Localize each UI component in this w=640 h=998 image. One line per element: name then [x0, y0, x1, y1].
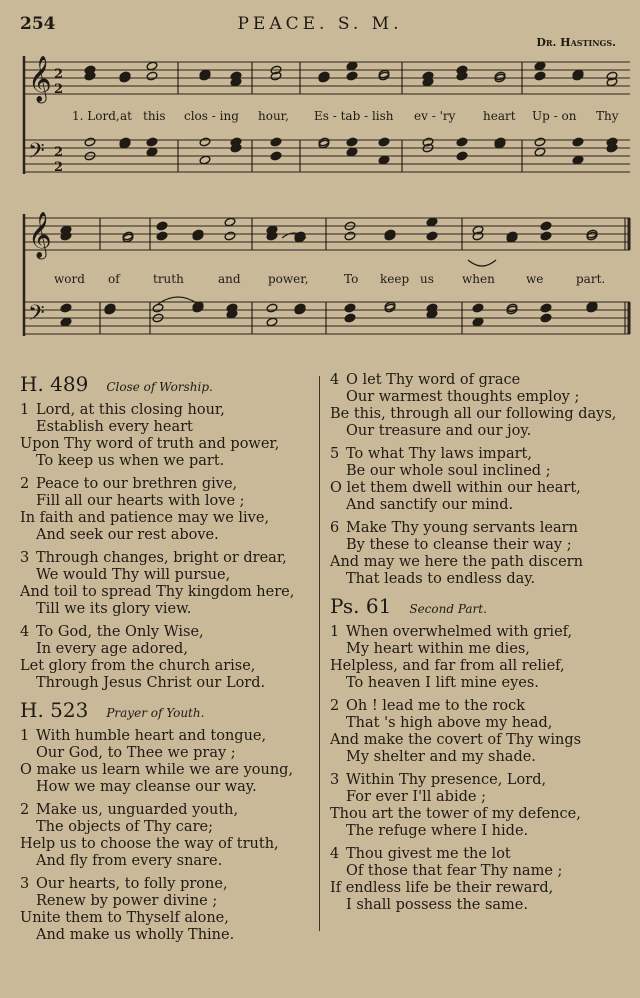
treble-note: [540, 221, 552, 231]
line-text: And may we here the path discern: [330, 554, 583, 570]
stanza-number: 2: [20, 476, 30, 492]
bass-note: [534, 147, 546, 157]
line-text: And fly from every snare.: [36, 853, 223, 869]
line-text: We would Thy will pursue,: [36, 567, 231, 583]
line-text: Helpless, and far from all relief,: [330, 658, 565, 674]
stanza-line: [330, 571, 630, 588]
line-text: Thou art the tower of my defence,: [330, 806, 581, 822]
stanza: [20, 802, 312, 870]
line-text: To keep us when we part.: [36, 453, 225, 469]
bass-note: [378, 137, 390, 147]
treble-note: [224, 217, 236, 227]
time-signature: 2: [54, 67, 64, 82]
lyric-syllable: truth: [153, 272, 184, 286]
line-text: O let them dwell within our heart,: [330, 480, 581, 496]
stanza-line: [20, 402, 312, 419]
bass-note: [199, 155, 211, 165]
treble-note: [344, 231, 356, 241]
bass-note: [572, 155, 584, 165]
stanza-line: [330, 554, 630, 571]
tune-title: PEACE. S. M.: [237, 14, 403, 34]
stanza-line: [20, 802, 312, 819]
lyric-syllable: 1. Lord,: [72, 109, 120, 123]
stanza-line: [330, 772, 630, 789]
hymn-heading: [330, 594, 630, 624]
stanza-line: [20, 675, 312, 692]
line-text: Renew by power divine ;: [36, 893, 218, 909]
bass-clef: 𝄢: [28, 139, 45, 169]
hymn-h523: [20, 698, 312, 944]
lyric-syllable: of: [108, 272, 120, 286]
line-text: O let Thy word of grace: [346, 372, 521, 388]
right-column: [330, 372, 630, 920]
line-text: My heart within me dies,: [346, 641, 530, 657]
stanza-line: [20, 527, 312, 544]
bass-note: [344, 303, 356, 313]
line-text: Unite them to Thyself alone,: [20, 910, 229, 926]
stanza-line: [330, 641, 630, 658]
lyric-syllable: keep: [380, 272, 410, 286]
line-text: Within Thy presence, Lord,: [346, 772, 547, 788]
stanza-number: 4: [330, 372, 340, 388]
bass-note: [199, 137, 211, 147]
stanza-line: [20, 601, 312, 618]
stanza-line: [330, 372, 630, 389]
stanza-line: [20, 436, 312, 453]
bass-note: [540, 303, 552, 313]
stanza-number: 4: [330, 846, 340, 862]
stanza-line: [20, 658, 312, 675]
lyric-syllable: power,: [268, 272, 309, 286]
stanza-line: [20, 728, 312, 745]
stanza: [330, 446, 630, 514]
stanza-line: [330, 880, 630, 897]
line-text: The refuge where I hide.: [346, 823, 529, 839]
hymn-h489: [20, 372, 312, 692]
bass-note: [146, 147, 158, 157]
line-text: That 's high above my head,: [346, 715, 553, 731]
lyric-syllable: ev - 'ry: [414, 109, 456, 123]
treble-note: [346, 71, 358, 81]
composer-credit: Dr. Hastings.: [536, 36, 616, 49]
stanza-line: [20, 419, 312, 436]
bass-note: [60, 317, 72, 327]
line-text: That leads to endless day.: [346, 571, 536, 587]
hymn-number: H. 489: [20, 372, 89, 396]
bass-note: [472, 317, 484, 327]
stanza: [20, 402, 312, 470]
stanza-line: [20, 745, 312, 762]
stanza-line: [20, 927, 312, 944]
bass-note: [534, 137, 546, 147]
line-text: Through changes, bright or drear,: [36, 550, 287, 566]
treble-clef: 𝄞: [28, 56, 52, 102]
slur: [158, 297, 198, 304]
treble-note: [540, 231, 552, 241]
bass-note: [270, 137, 282, 147]
bass-note: [572, 137, 584, 147]
stanza-line: [20, 493, 312, 510]
stanza-line: [20, 853, 312, 870]
line-text: Be our whole soul inclined ;: [346, 463, 551, 479]
stanza-line: [330, 698, 630, 715]
lyric-syllable: at: [120, 109, 132, 123]
stanza-number: 6: [330, 520, 340, 536]
bass-note: [270, 151, 282, 161]
line-text: My shelter and my shade.: [346, 749, 536, 765]
stanza-line: [330, 537, 630, 554]
line-text: Establish every heart: [36, 419, 193, 435]
line-text: Peace to our brethren give,: [36, 476, 238, 492]
bass-note: [266, 303, 278, 313]
line-text: If endless life be their reward,: [330, 880, 554, 896]
lyric-syllable: and: [218, 272, 241, 286]
treble-note: [146, 61, 158, 71]
line-text: Let glory from the church arise,: [20, 658, 256, 674]
bass-note: [344, 313, 356, 323]
treble-note: [534, 61, 546, 71]
line-text: Till we its glory view.: [36, 601, 192, 617]
line-text: And sanctify our mind.: [346, 497, 514, 513]
line-text: Lord, at this closing hour,: [36, 402, 225, 418]
stanza-line: [330, 446, 630, 463]
bass-clef: 𝄢: [28, 301, 45, 331]
stanza-line: [20, 567, 312, 584]
stanza-line: [330, 389, 630, 406]
line-text: How we may cleanse our way.: [36, 779, 257, 795]
lyric-syllable: clos - ing: [184, 109, 239, 123]
lyric-syllable: this: [143, 109, 166, 123]
stanza-line: [330, 732, 630, 749]
stanza-line: [20, 510, 312, 527]
stanza: [330, 372, 630, 440]
stanza-line: [20, 819, 312, 836]
stanza-number: 3: [330, 772, 340, 788]
line-text: Of those that fear Thy name ;: [346, 863, 563, 879]
hymn-ps61: [330, 594, 630, 914]
stanza-line: [330, 520, 630, 537]
line-text: Upon Thy word of truth and power,: [20, 436, 280, 452]
treble-note: [346, 61, 358, 71]
stanza-number: 3: [20, 876, 30, 892]
lyric-syllable: us: [420, 272, 434, 286]
stanza: [20, 550, 312, 618]
stanza-line: [20, 624, 312, 641]
lyric-syllable: Es - tab - lish: [314, 109, 394, 123]
line-text: And toil to spread Thy kingdom here,: [20, 584, 295, 600]
line-text: For ever I'll abide ;: [346, 789, 486, 805]
line-text: In faith and patience may we live,: [20, 510, 270, 526]
line-text: Through Jesus Christ our Lord.: [36, 675, 266, 691]
stanza-line: [20, 779, 312, 796]
treble-note: [156, 221, 168, 231]
stanza: [20, 876, 312, 944]
line-text: And seek our rest above.: [36, 527, 219, 543]
bass-note: [456, 151, 468, 161]
line-text: Our hearts, to folly prone,: [36, 876, 228, 892]
line-text: In every age adored,: [36, 641, 188, 657]
line-text: And make us wholly Thine.: [36, 927, 235, 943]
bass-note: [146, 137, 158, 147]
stanza-line: [330, 823, 630, 840]
line-text: The objects of Thy care;: [36, 819, 213, 835]
stanza: [330, 698, 630, 766]
hymn-subtitle: Prayer of Youth.: [106, 706, 205, 720]
time-signature: 2: [54, 82, 64, 97]
stanza-line: [330, 675, 630, 692]
stanza-number: 4: [20, 624, 30, 640]
line-text: Our treasure and our joy.: [346, 423, 532, 439]
hymn-subtitle: Close of Worship.: [106, 380, 213, 394]
stanza-line: [330, 897, 630, 914]
stanza-line: [20, 550, 312, 567]
hymn-h523-continued: [330, 372, 630, 588]
stanza-line: [330, 846, 630, 863]
stanza-line: [20, 453, 312, 470]
treble-note: [426, 231, 438, 241]
stanza-line: [330, 658, 630, 675]
stanza: [330, 846, 630, 914]
treble-note: [534, 71, 546, 81]
stanza-line: [330, 789, 630, 806]
stanza-number: 5: [330, 446, 340, 462]
bass-note: [84, 137, 96, 147]
column-divider: [319, 376, 320, 931]
line-text: To God, the Only Wise,: [36, 624, 204, 640]
time-signature: 2: [54, 160, 64, 175]
stanza-line: [330, 749, 630, 766]
lyric-syllable: when: [462, 272, 495, 286]
lyric-syllable: To: [344, 272, 359, 286]
stanza-number: 2: [330, 698, 340, 714]
line-text: Thou givest me the lot: [346, 846, 511, 862]
stanza-number: 1: [20, 402, 30, 418]
stanza-number: 1: [20, 728, 30, 744]
stanza: [330, 520, 630, 588]
line-text: To heaven I lift mine eyes.: [346, 675, 539, 691]
line-text: Help us to choose the way of truth,: [20, 836, 279, 852]
slur: [468, 260, 496, 266]
bass-note: [456, 137, 468, 147]
stanza-line: [330, 497, 630, 514]
stanza-line: [20, 584, 312, 601]
line-text: And make the covert of Thy wings: [330, 732, 582, 748]
line-text: Make us, unguarded youth,: [36, 802, 239, 818]
stanza-line: [20, 910, 312, 927]
stanza-number: 3: [20, 550, 30, 566]
hymn-number: Ps. 61: [330, 594, 392, 618]
line-text: I shall possess the same.: [346, 897, 528, 913]
line-text: Our God, to Thee we pray ;: [36, 745, 236, 761]
lyric-syllable: word: [54, 272, 85, 286]
line-text: When overwhelmed with grief,: [346, 624, 573, 640]
treble-note: [224, 231, 236, 241]
line-text: Make Thy young servants learn: [346, 520, 578, 536]
stanza-number: 2: [20, 802, 30, 818]
lyric-syllable: Thy: [596, 109, 619, 123]
hymn-number: H. 523: [20, 698, 89, 722]
bass-note: [540, 313, 552, 323]
treble-note: [426, 217, 438, 227]
lyric-syllable: part.: [576, 272, 606, 286]
stanza: [20, 476, 312, 544]
lyric-syllable: we: [526, 272, 544, 286]
line-text: To what Thy laws impart,: [346, 446, 532, 462]
stanza-line: [20, 876, 312, 893]
line-text: Oh ! lead me to the rock: [346, 698, 526, 714]
line-text: With humble heart and tongue,: [36, 728, 267, 744]
stanza-line: [330, 480, 630, 497]
bass-note: [472, 303, 484, 313]
stanza-line: [330, 863, 630, 880]
left-column: [20, 372, 312, 950]
stanza-line: [20, 893, 312, 910]
lyric-syllable: Up - on: [532, 109, 577, 123]
stanza: [330, 624, 630, 692]
lyric-syllable: hour,: [258, 109, 289, 123]
stanza-line: [330, 624, 630, 641]
stanza-line: [330, 423, 630, 440]
stanza-line: [330, 715, 630, 732]
treble-note: [156, 231, 168, 241]
line-text: Our warmest thoughts employ ;: [346, 389, 580, 405]
hymn-heading: [20, 372, 312, 402]
bass-note: [346, 147, 358, 157]
stanza-line: [20, 641, 312, 658]
music-score: [0, 0, 640, 360]
hymn-subtitle: Second Part.: [409, 602, 487, 616]
stanza-line: [20, 762, 312, 779]
bass-note: [266, 317, 278, 327]
stanza-line: [20, 476, 312, 493]
bass-note: [152, 303, 164, 313]
treble-clef: 𝄞: [28, 212, 52, 258]
treble-note: [146, 71, 158, 81]
bass-note: [378, 155, 390, 165]
stanza-number: 1: [330, 624, 340, 640]
stanza-line: [330, 406, 630, 423]
stanza: [20, 624, 312, 692]
stanza: [330, 772, 630, 840]
bass-note: [346, 137, 358, 147]
bass-note: [60, 303, 72, 313]
stanza-line: [330, 806, 630, 823]
line-text: Be this, through all our following days,: [330, 406, 617, 422]
lyric-syllable: heart: [483, 109, 516, 123]
line-text: O make us learn while we are young,: [20, 762, 294, 778]
line-text: By these to cleanse their way ;: [346, 537, 572, 553]
hymn-heading: [20, 698, 312, 728]
stanza-line: [20, 836, 312, 853]
stanza-line: [330, 463, 630, 480]
stanza: [20, 728, 312, 796]
time-signature: 2: [54, 145, 64, 160]
page-number: 254: [20, 14, 56, 34]
line-text: Fill all our hearts with love ;: [36, 493, 245, 509]
